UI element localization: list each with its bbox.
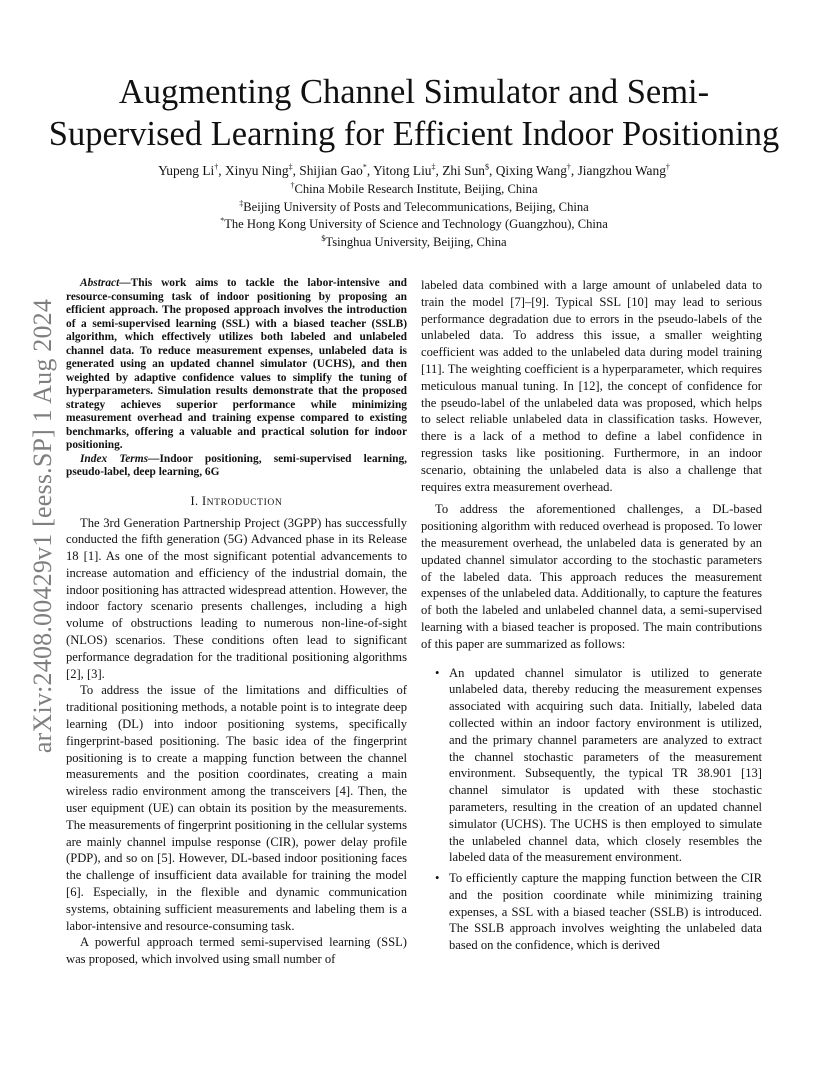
arxiv-identifier: arXiv:2408.00429v1 [eess.SP] 1 Aug 2024 — [28, 298, 57, 754]
author-separator: , — [218, 163, 225, 178]
arxiv-sidebar-stamp — [28, 286, 58, 766]
affiliation-line — [60, 234, 768, 252]
left-column — [66, 277, 407, 968]
author-separator: , — [435, 163, 443, 178]
bullet-icon: • — [435, 871, 440, 886]
intro-paragraph-2: To address the issue of the limitations and difficulties of traditional positioning methods, a notable point is to integrate deep learning (DL) into indoor positioning systems, specifically fingerprint-based positioning. The basic idea of the fingerprint positioning is to create a mapping function between the channel measurements and the position coordinates, creating a main wireless radio environment among the transceivers [4]. Then, the user equipment (UE) can obtain its position by the measurements. The measurements of fingerprint positioning in the cellular systems are mainly channel impulse response (CIR), power delay profile (PDP), and so on [5]. However, DL-based indoor positioning faces the challenge of insufficient data available for training the model [6]. Especially, in the flexible and dynamic communication systems, obtaining sufficient measurements and labeling them is a labor-intensive and resource-consuming task. — [66, 683, 407, 933]
section-title-initial: I — [202, 493, 207, 508]
abstract-label: Abstract — [80, 277, 120, 289]
title-line-2: Supervised Learning for Efficient Indoor Positioning — [48, 115, 780, 153]
author-name: Xinyu Ning — [224, 163, 289, 178]
author-affiliation-mark: ‡ — [431, 162, 436, 172]
author-affiliation-mark: † — [566, 162, 571, 172]
author-affiliation-mark: † — [214, 162, 219, 172]
paper-title — [40, 71, 788, 155]
section-number: I. — [190, 493, 203, 508]
index-terms-text: —Indoor positioning, semi-supervised learning, pseudo-label, deep learning, 6G — [66, 452, 407, 478]
right-column — [421, 277, 762, 958]
author-name: Shijian Gao — [299, 163, 363, 178]
author-affiliation-mark: * — [362, 162, 367, 172]
affiliation-text: The Hong Kong University of Science and Technology (Guangzhou), China — [224, 217, 608, 231]
affiliation-mark: $ — [321, 233, 326, 243]
author-list — [60, 162, 768, 180]
intro-paragraph-5: To address the aforementioned challenges, a DL-based positioning algorithm with reduced overhead is proposed. To lower the measurement overhead, the unlabeled data is generated by an updated channel simulator according to the stochastic parameters of the labeled data. This approach reduces the measurement expenses of the unlabeled data. Additionally, to capture the features of both the labeled and unlabeled channel data, a semi-supervised learning with a biased teacher is proposed. The main contributions of this paper are summarized as follows: — [421, 502, 762, 651]
section-heading-introduction — [66, 494, 407, 509]
author-name: Qixing Wang — [495, 163, 567, 178]
author-name: Jiangzhou Wang — [577, 163, 666, 178]
contribution-text: An updated channel simulator is utilized to generate unlabeled data, thereby reducing the measurement expenses associated with acquiring such data. Initially, labeled data collected within an indoor factory environment is utilized, and the primary channel parameters are analyzed to extract the channel stochastic parameters of the measurement environment. Subsequently, the typical TR 38.901 [13] channel simulator is updated with these stochastic parameters, resulting in the creation of an updated channel simulator (UCHS). The UCHS is then employed to simulate the unlabeled channel data, which closely resembles the labeled data of the measurement environment. — [449, 665, 762, 865]
intro-paragraph-3: A powerful approach termed semi-supervised learning (SSL) was proposed, which involved using small number of — [66, 935, 407, 967]
abstract-text: —This work aims to tackle the labor-intensive and resource-consuming task of indoor positioning by proposing an efficient approach. The proposed approach involves the introduction of a semi-supervised learning (SSL) with a biased teacher (SSLB) algorithm, which effectively utilizes both labeled and unlabeled channel data. To reduce measurement expenses, unlabeled data is generated using an updated channel simulator (UCHS), and then weighted by adaptive confidence values to simplify the tuning of hyperparameters. Simulation results demonstrate that the proposed strategy achieves superior performance while minimizing measurement overhead and training expense compared to existing benchmarks, offering a valuable and practical solution for indoor positioning. — [66, 277, 407, 451]
index-terms — [66, 453, 407, 480]
intro-paragraph-1: The 3rd Generation Partnership Project (3GPP) has successfully conducted the fifth generation (5G) Advanced phase in its Release 18 [1]. As one of the most significant potential advancements to increase automation and efficiency of the industrial domain, the indoor positioning has attracted widespread attention. However, the indoor factory scenario presents challenges, including a high volume of obstructions leading to numerous non-line-of-sight (NLOS) scenarios. These conditions often lead to significant performance degradation for the traditional positioning algorithms [2], [3]. — [66, 515, 407, 681]
affiliation-text: Beijing University of Posts and Telecommunications, Beijing, China — [243, 199, 589, 214]
contribution-item — [435, 665, 762, 867]
contribution-item — [435, 870, 762, 954]
intro-paragraph-4: labeled data combined with a large amount of unlabeled data to train the model [7]–[9]. Typical SSL [10] may lead to serious performance degradation due to errors in the pseudo-labels of the unlabeled data. To address this issue, a smaller weighting coefficient was added to the unlabeled data during model training [11]. The weighting coefficient is a hyperparameter, which requires meticulous manual tuning. In [12], the concept of confidence for the pseudo-label of the unlabeled data was proposed, which helps to select reliable unlabeled data in classification tasks. However, there is a lack of a method to define a label confidence in regression tasks like positioning. Furthermore, in an indoor scenario, obtaining the unlabeled data is also a challenge that requires extra measurement overhead. — [421, 278, 762, 494]
affiliation-line — [60, 216, 768, 234]
affiliation-line — [60, 181, 768, 199]
title-line-1: Augmenting Channel Simulator and Semi- — [118, 73, 710, 111]
index-terms-label: Index Terms — [80, 452, 149, 465]
author-separator: , — [292, 163, 300, 178]
author-separator: , — [366, 163, 374, 178]
affiliation-mark: * — [220, 215, 225, 225]
author-affiliation-mark: † — [665, 162, 670, 172]
contribution-text: To efficiently capture the mapping function between the CIR and the position coordinate while minimizing training expenses, a SSL with a biased teacher (SSLB) is introduced. The SSLB approach involves weighting the unlabeled data based on the confidence, which is derived — [449, 871, 762, 953]
bullet-icon: • — [435, 665, 440, 680]
abstract — [66, 277, 407, 453]
affiliation-mark: † — [290, 180, 295, 190]
contributions-list — [421, 665, 762, 955]
affiliation-text: Tsinghua University, Beijing, China — [325, 234, 507, 249]
author-name: Yupeng Li — [158, 163, 215, 178]
section-title-rest: NTRODUCTION — [206, 496, 283, 508]
author-affiliation-mark: $ — [484, 162, 489, 172]
affiliation-mark: ‡ — [239, 198, 244, 208]
author-separator: , — [488, 163, 496, 178]
affiliations — [60, 181, 768, 251]
author-name: Zhi Sun — [442, 163, 485, 178]
affiliation-line — [60, 199, 768, 217]
author-name: Yitong Liu — [373, 163, 432, 178]
affiliation-text: China Mobile Research Institute, Beijing, China — [294, 182, 538, 196]
author-affiliation-mark: ‡ — [288, 162, 293, 172]
author-separator: , — [570, 163, 578, 178]
